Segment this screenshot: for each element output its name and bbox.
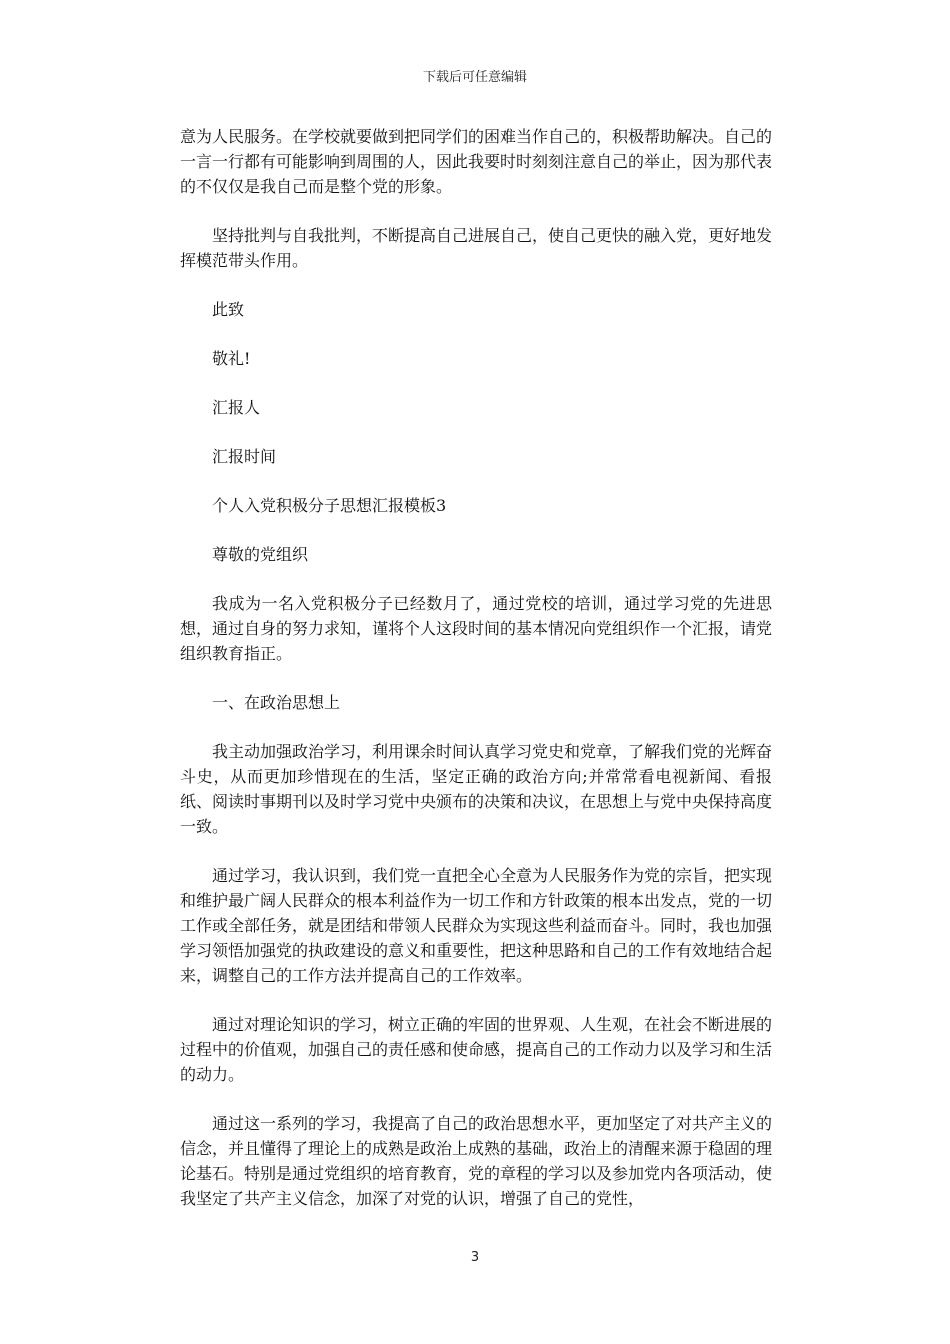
greeting: 尊敬的党组织	[212, 545, 309, 564]
paragraph: 意为人民服务。在学校就要做到把同学们的困难当作自己的，积极帮助解决。自己的一言一行都有可能影响到周围的人，因此我要时时刻刻注意自己的举止，因为那代表的不仅仅是我自己而是整个党的形象。	[180, 127, 773, 196]
report-time-label: 汇报时间	[212, 447, 277, 466]
page-header	[0, 66, 950, 85]
paragraph: 我成为一名入党积极分子已经数月了，通过党校的培训，通过学习党的先进思想，通过自身的努力求知，谨将个人这段时间的基本情况向党组织作一个汇报，请党组织教育指正。	[180, 594, 773, 663]
paragraph: 通过学习，我认识到，我们党一直把全心全意为人民服务作为党的宗旨，把实现和维护最广阔人民群众的根本利益作为一切工作和方针政策的根本出发点，党的一切工作或全部任务，就是团结和带领人民群众为实现这些利益而奋斗。同时，我也加强学习领悟加强党的执政建设的意义和重要性，把这种思路和自己的工作有效地结合起来，调整自己的工作方法并提高自己的工作效率。	[180, 866, 773, 985]
closing-salutation: 此致	[212, 300, 245, 319]
header-text: 下载后可任意编辑	[422, 70, 527, 85]
paragraph: 我主动加强政治学习，利用课余时间认真学习党史和党章，了解我们党的光辉奋斗史，从而更加珍惜现在的生活，坚定正确的政治方向;并常常看电视新闻、看报纸、阅读时事期刊以及时学习党中央颁布的决策和决议，在思想上与党中央保持高度一致。	[180, 742, 773, 836]
paragraph: 坚持批判与自我批判，不断提高自己进展自己，使自己更快的融入党，更好地发挥模范带头作用。	[180, 226, 773, 270]
closing-regards: 敬礼!	[212, 349, 251, 368]
paragraph: 通过对理论知识的学习，树立正确的牢固的世界观、人生观，在社会不断进展的过程中的价值观，加强自己的责任感和使命感，提高自己的工作动力以及学习和生活的动力。	[180, 1015, 773, 1084]
subsection-heading: 一、在政治思想上	[212, 693, 341, 712]
document-body	[180, 124, 772, 1235]
page-footer	[0, 1250, 950, 1265]
reporter-label: 汇报人	[212, 398, 261, 417]
page-number: 3	[470, 1250, 480, 1265]
section-title: 个人入党积极分子思想汇报模板3	[212, 496, 447, 515]
paragraph: 通过这一系列的学习，我提高了自己的政治思想水平，更加坚定了对共产主义的信念，并且懂得了理论上的成熟是政治上成熟的基础，政治上的清醒来源于稳固的理论基石。特别是通过党组织的培育教育，党的章程的学习以及参加党内各项活动，使我坚定了共产主义信念，加深了对党的认识，增强了自己的党性，	[180, 1114, 773, 1208]
